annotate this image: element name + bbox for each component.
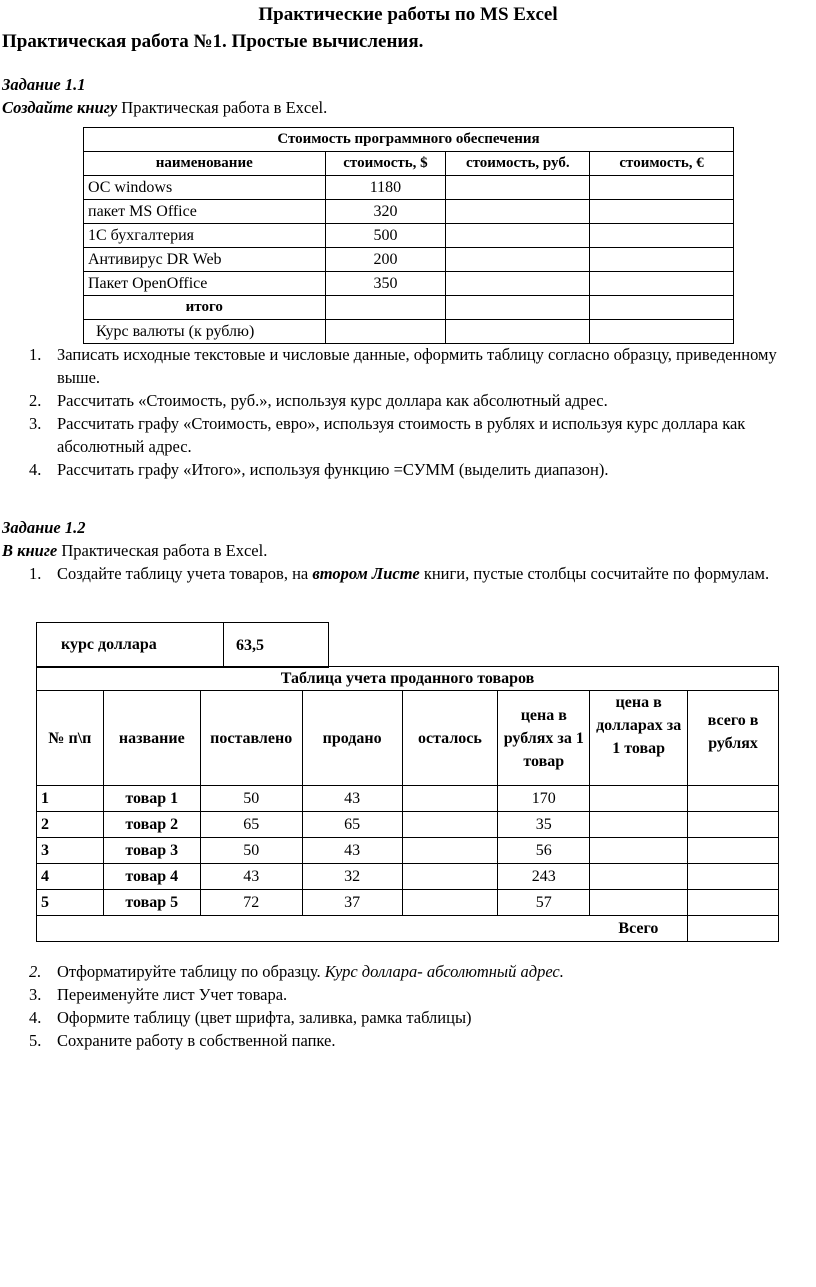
header-price-rub: цена в рублях за 1 товар	[498, 691, 590, 786]
table-row	[84, 176, 734, 200]
list-item: 4. Рассчитать графу «Итого», используя функцию =СУММ (выделить диапазон).	[29, 460, 609, 479]
table-row: 4 товар 4 43 32 243	[37, 864, 779, 890]
total-label: Всего	[590, 916, 688, 942]
list-item: 3. Рассчитать графу «Стоимость, евро», используя стоимость в рублях и используя курс доллара как абсолютный адрес.	[29, 414, 746, 456]
cell-name: 1С бухгалтерия	[84, 224, 326, 248]
total-usd	[325, 296, 446, 320]
cell-name: Пакет OpenOffice	[84, 272, 326, 296]
list-item: 1. Записать исходные текстовые и числовые данные, оформить таблицу согласно образцу, приведенному выше.	[29, 345, 777, 387]
cell-eur	[590, 200, 734, 224]
header-row	[84, 152, 734, 176]
task1-steps	[29, 343, 816, 481]
list-item: 2. Рассчитать «Стоимость, руб.», используя курс доллара как абсолютный адрес.	[29, 391, 608, 410]
rate-label: Курс валюты (к рублю)	[84, 320, 326, 344]
header-sold: продано	[302, 691, 402, 786]
table-row	[84, 248, 734, 272]
list-item: 3. Переименуйте лист Учет товара.	[29, 985, 288, 1004]
sales-table	[36, 666, 779, 942]
work-title: Практическая работа №1. Простые вычисления.	[2, 31, 424, 52]
cell-rub	[446, 200, 590, 224]
task1-intro-text: Практическая работа в Excel.	[117, 98, 328, 117]
total-eur	[590, 296, 734, 320]
software-cost-table	[83, 127, 734, 344]
table-row	[84, 200, 734, 224]
task2-intro-emphasis: В книге	[2, 541, 58, 560]
total-row	[84, 296, 734, 320]
task2-intro-text: Практическая работа в Excel.	[57, 541, 268, 560]
table-title: Стоимость программного обеспечения	[84, 128, 734, 152]
dollar-rate-table	[36, 622, 329, 668]
task1-intro-emphasis: Создайте книгу	[2, 98, 118, 117]
cell-eur	[590, 272, 734, 296]
table-row: 5 товар 5 72 37 57	[37, 890, 779, 916]
rate-usd	[325, 320, 446, 344]
list-item: 4. Оформите таблицу (цвет шрифта, заливка, рамка таблицы)	[29, 1008, 472, 1027]
task1-heading: Задание 1.1	[2, 75, 86, 94]
cell-name: Антивирус DR Web	[84, 248, 326, 272]
rate-label: курс доллара	[37, 623, 224, 668]
cell-usd: 1180	[325, 176, 446, 200]
header-supplied: поставлено	[200, 691, 302, 786]
total-label: итого	[84, 296, 326, 320]
list-item: 2. Отформатируйте таблицу по образцу. Курс доллара- абсолютный адрес.	[29, 962, 564, 981]
rate-rub	[446, 320, 590, 344]
table-title: Таблица учета проданного товаров	[37, 667, 779, 691]
list-item: 1. Создайте таблицу учета товаров, на втором Листе книги, пустые столбцы сосчитайте по формулам.	[29, 564, 770, 583]
total-rub	[446, 296, 590, 320]
header-price-usd: цена в долларах за 1 товар	[590, 691, 688, 786]
header-row	[37, 691, 779, 786]
cell-eur	[590, 176, 734, 200]
cell-usd: 320	[325, 200, 446, 224]
table-row: 2 товар 2 65 65 35	[37, 812, 779, 838]
cell-name: ОС windows	[84, 176, 326, 200]
cell-rub	[446, 248, 590, 272]
list-item: 5. Сохраните работу в собственной папке.	[29, 1031, 336, 1050]
task1-intro	[2, 96, 327, 119]
rate-value: 63,5	[224, 623, 329, 668]
table-row	[84, 272, 734, 296]
task2-steps	[29, 960, 799, 1052]
header-total-rub: всего в рублях	[688, 691, 779, 786]
cell-usd: 350	[325, 272, 446, 296]
task2-step1	[29, 562, 789, 585]
header-remaining: осталось	[402, 691, 498, 786]
header-rub: стоимость, руб.	[446, 152, 590, 176]
document-title: Практические работы по MS Excel	[258, 4, 558, 25]
header-eur: стоимость, €	[590, 152, 734, 176]
cell-usd: 500	[325, 224, 446, 248]
table-title-row	[84, 128, 734, 152]
cell-rub	[446, 272, 590, 296]
header-name: наименование	[84, 152, 326, 176]
header-usd: стоимость, $	[325, 152, 446, 176]
header-name: название	[103, 691, 200, 786]
rate-row	[84, 320, 734, 344]
table-title-row	[37, 667, 779, 691]
table-row: 1 товар 1 50 43 170	[37, 786, 779, 812]
total-row	[37, 916, 779, 942]
rate-eur	[590, 320, 734, 344]
cell-usd: 200	[325, 248, 446, 272]
cell-rub	[446, 176, 590, 200]
cell-eur	[590, 248, 734, 272]
cell-eur	[590, 224, 734, 248]
task2-intro	[2, 539, 267, 562]
cell-name: пакет MS Office	[84, 200, 326, 224]
total-value	[688, 916, 779, 942]
cell-rub	[446, 224, 590, 248]
table-row: 3 товар 3 50 43 56	[37, 838, 779, 864]
task2-heading: Задание 1.2	[2, 518, 86, 537]
header-num: № п\п	[37, 691, 104, 786]
table-row	[84, 224, 734, 248]
